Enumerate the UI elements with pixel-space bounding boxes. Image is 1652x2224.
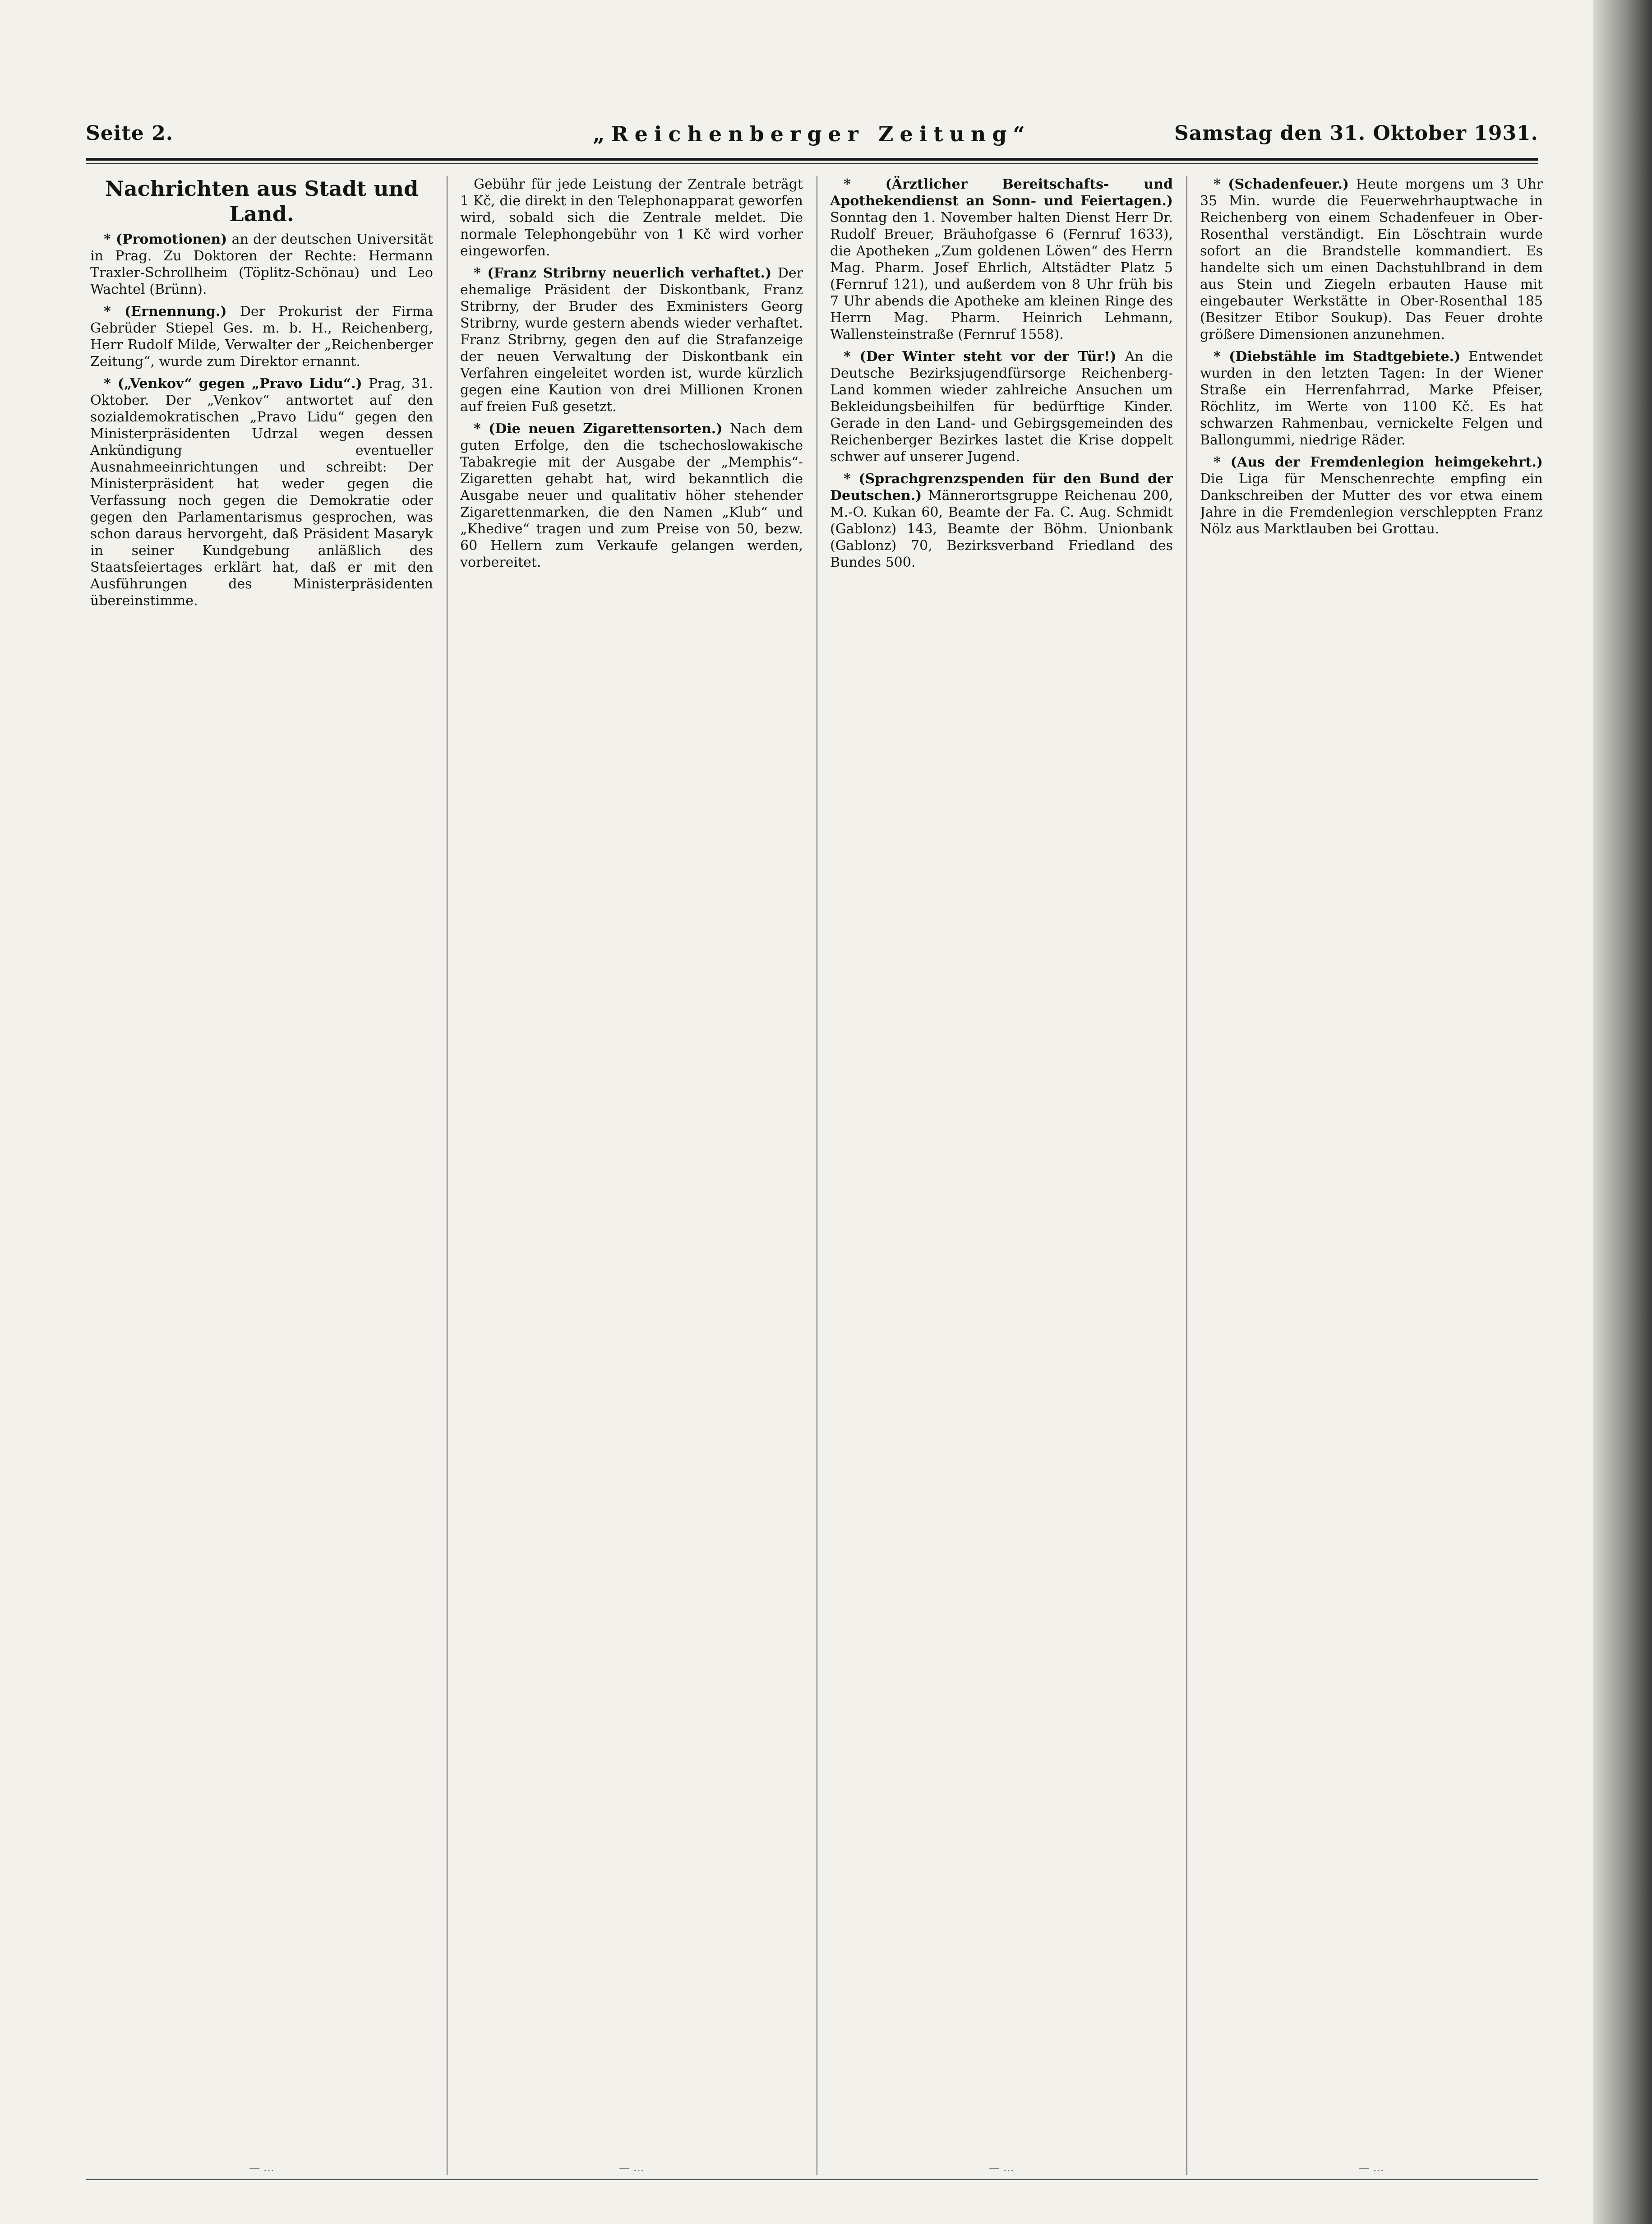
column-1 [90, 176, 433, 2175]
news-item [830, 471, 1173, 571]
header-rule [86, 158, 1538, 161]
continued-marker: — … [830, 2160, 1173, 2175]
news-item-text: Gebühr für jede Leistung der Zentrale beträgt 1 Kč, die direkt in den Telephonapparat geworfen wird, sobald sich die Zentrale meldet. Die normale Telephongebühr von 1 Kč wird vorher eingeworfen. [460, 176, 803, 259]
footer-rule [86, 2179, 1538, 2180]
news-item-text: Heute morgens um 3 Uhr 35 Min. wurde die Feuerwehrhauptwache in Reichenberg von einem Schadenfeuer in Ober-Rosenthal verständigt. Ein Löschtrain wurde sofort an die Brandstelle kommandiert. Es handelte sich um einen Dachstuhlbrand in dem aus Stein und Ziegeln erbauten Hause mit eingebauter Werkstätte in Ober-Rosenthal 185 (Besitzer Etibor Soukup). Das Feuer drohte größere Dimensionen anzunehmen. [1200, 176, 1543, 342]
news-item [1200, 454, 1543, 537]
section-title: Nachrichten aus Stadt und Land. [105, 176, 419, 226]
news-item-headline: * (Promotionen) [104, 231, 227, 247]
header-rule-thin [86, 163, 1538, 164]
continued-marker: — … [90, 2160, 433, 2175]
news-item-text: Sonntag den 1. November halten Dienst Herr Dr. Rudolf Breuer, Bräuhofgasse 6 (Fernruf 1633), die Apotheken „Zum goldenen Löwen“ des Herrn Mag. Pharm. Josef Ehrlich, Altstädter Platz 5 (Fernruf 121), und außerdem von 8 Uhr früh bis 7 Uhr abends die Apotheke am kleinen Ringe des Herrn Mag. Pharm. Heinrich Lehmann, Wallensteinstraße (Fernruf 1558). [830, 210, 1173, 342]
news-item-text: Entwendet wurden in den letzten Tagen: In der Wiener Straße ein Herrenfahrrad, Marke Pfeiser, Röchlitz, im Werte von 1100 Kč. Es hat schwarzen Rahmenbau, vernickelte Felgen und Ballongummi, niedrige Räder. [1200, 349, 1543, 448]
news-item [460, 421, 803, 571]
page-edge-shadow [1593, 0, 1652, 2224]
news-item [830, 348, 1173, 465]
page-header [86, 122, 1538, 158]
news-item-text: Männerortsgruppe Reichenau 200, M.-O. Kukan 60, Beamte der Fa. C. Aug. Schmidt (Gablonz) 143, Beamte der Böhm. Unionbank (Gablonz) 70, Bezirksverband Friedland des Bundes 500. [830, 488, 1173, 570]
news-item-headline: * (Schadenfeuer.) [1214, 176, 1349, 192]
news-item [830, 176, 1173, 343]
news-item [460, 265, 803, 415]
news-item-headline: * („Venkov“ gegen „Pravo Lidu“.) [104, 376, 362, 392]
column-2 [460, 176, 803, 2175]
news-item-headline: * (Die neuen Zigarettensorten.) [474, 421, 723, 437]
news-item [460, 176, 803, 259]
column-4 [1200, 176, 1543, 2175]
page-number: Seite 2. [86, 122, 174, 145]
column-divider [1186, 176, 1187, 2175]
news-item-headline: * (Aus der Fremdenlegion heimgekehrt.) [1214, 454, 1543, 470]
news-item-text: Der ehemalige Präsident der Diskontbank, Franz Stribrny, der Bruder des Exministers Georg Stribrny, wurde gestern abends wieder verhaftet. Franz Stribrny, gegen den auf die Strafanzeige der neuen Verwaltung der Diskontbank ein Verfahren eingeleitet worden ist, wurde kürzlich gegen eine Kaution von drei Millionen Kronen auf freien Fuß gesetzt. [460, 265, 803, 415]
news-item-headline: * (Ärztlicher Bereitschafts- und Apothekendienst an Sonn- und Feiertagen.) [830, 176, 1173, 209]
news-item-text: an der deutschen Universität in Prag. Zu Doktoren der Rechte: Hermann Traxler-Schrollheim (Töplitz-Schönau) und Leo Wachtel (Brünn). [90, 231, 433, 297]
masthead: „Reichenberger Zeitung“ [592, 122, 1032, 146]
news-item-headline: * (Franz Stribrny neuerlich verhaftet.) [474, 265, 772, 281]
continued-marker: — … [1200, 2160, 1543, 2175]
column-divider [447, 176, 448, 2175]
news-item-text: Prag, 31. Oktober. Der „Venkov“ antwortet auf den sozialdemokratischen „Pravo Lidu“ gegen den Ministerpräsidenten Udrzal wegen dessen Ankündigung eventueller Ausnahmeeinrichtungen und schreibt: Der Ministerpräsident hat weder gegen die Verfassung noch gegen die Demokratie oder gegen den Parlamentarismus gesprochen, was schon daraus hervorgeht, daß Präsident Masaryk in seiner Kundgebung anläßlich des Staatsfeiertages erklärt hat, daß er mit den Ausführungen des Ministerpräsidenten übereinstimme. [90, 376, 433, 609]
news-item-text: Nach dem guten Erfolge, den die tschechoslowakische Tabakregie mit der Ausgabe der „Memphis“-Zigaretten gehabt hat, wird bekanntlich die Ausgabe neuer und qualitativ höher stehender Zigarettenmarken, die den Namen „Klub“ und „Khedive“ tragen und zum Preise von 50, bezw. 60 Hellern zum Verkaufe gelangen werden, vorbereitet. [460, 421, 803, 570]
news-item [90, 375, 433, 609]
news-item [1200, 348, 1543, 448]
news-item-headline: * (Ernennung.) [104, 304, 227, 319]
news-item [1200, 176, 1543, 343]
news-item-headline: * (Der Winter steht vor der Tür!) [844, 349, 1117, 365]
column-3 [830, 176, 1173, 2175]
news-item-headline: * (Sprachgrenzspenden für den Bund der Deutschen.) [830, 471, 1173, 504]
news-item-headline: * (Diebstähle im Stadtgebiete.) [1214, 349, 1461, 365]
news-item-text: Der Prokurist der Firma Gebrüder Stiepel Ges. m. b. H., Reichenberg, Herr Rudolf Milde, Verwalter der „Reichenberger Zeitung“, wurde zum Direktor ernannt. [90, 304, 433, 370]
news-item [90, 231, 433, 298]
news-item [90, 303, 433, 370]
issue-date: Samstag den 31. Oktober 1931. [1174, 122, 1538, 145]
news-item-text: An die Deutsche Bezirksjugendfürsorge Reichenberg-Land kommen wieder zahlreiche Ansuchen um Bekleidungsbeihilfen für bedürftige Kinder. Gerade in den Land- und Gebirgsgemeinden des Reichenberger Bezirkes lastet die Krise doppelt schwer auf unserer Jugend. [830, 349, 1173, 465]
news-item-text: Die Liga für Menschenrechte empfing ein Dankschreiben der Mutter des vor etwa einem Jahre in die Fremdenlegion verschleppten Franz Nölz aus Marktlauben bei Grottau. [1200, 471, 1543, 537]
continued-marker: — … [460, 2160, 803, 2175]
